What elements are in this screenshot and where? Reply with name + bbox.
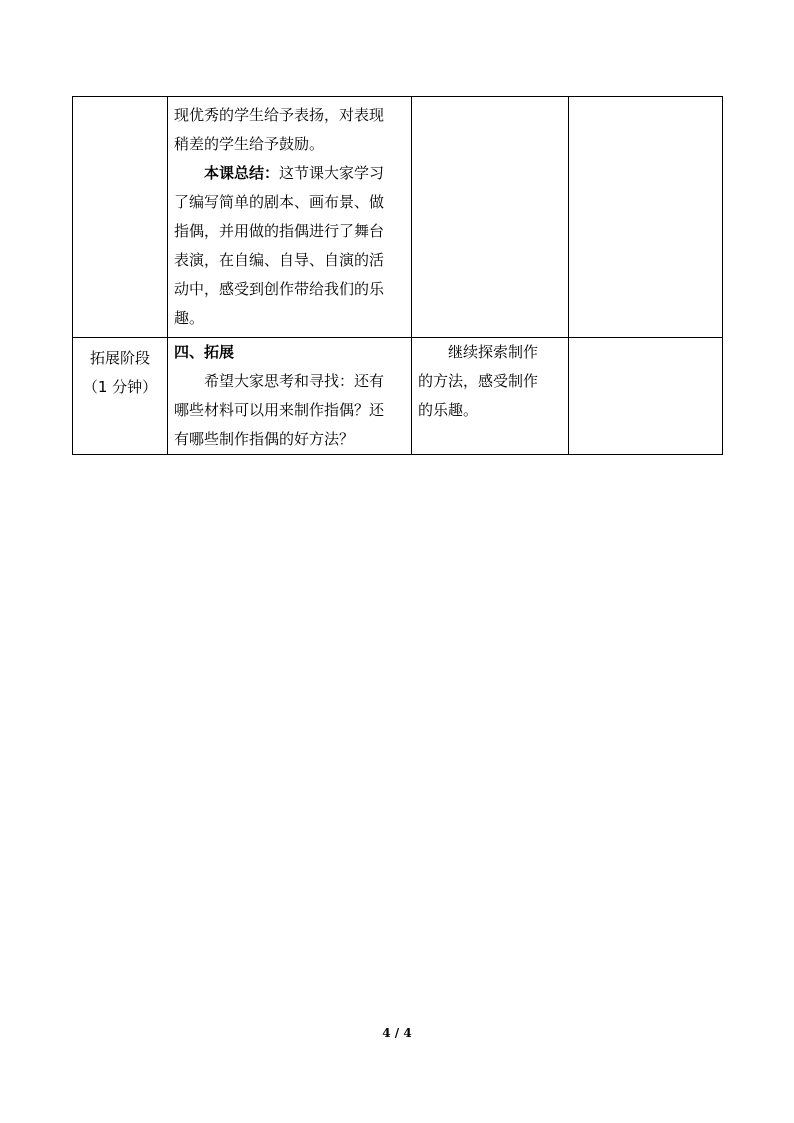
- summary-line: 趣。: [174, 309, 205, 327]
- student-activity-cell: [412, 338, 569, 455]
- summary-paragraph: [174, 159, 405, 188]
- content-line: 有哪些制作指偶的好方法？: [174, 430, 355, 448]
- content-line: 现优秀的学生给予表扬，对表现: [174, 106, 385, 124]
- student-line: 的乐趣。: [418, 401, 479, 419]
- stage-time: （1 分钟）: [82, 378, 158, 396]
- summary-line: 指偶，并用做的指偶进行了舞台: [174, 222, 385, 240]
- summary-line: 表演，在自编、自导、自演的活: [174, 251, 385, 269]
- summary-text: 这节课大家学习: [279, 164, 385, 182]
- table-row: [73, 338, 723, 455]
- summary-label: 本课总结：: [204, 164, 280, 182]
- content-line: 哪些材料可以用来制作指偶？还: [174, 401, 385, 419]
- teacher-activity-cell: [168, 338, 412, 455]
- content-line: 稍差的学生给予鼓励。: [174, 135, 325, 153]
- student-activity-cell: [412, 97, 569, 338]
- student-line: 的方法，感受制作: [418, 372, 539, 390]
- teacher-activity-cell: [168, 97, 412, 338]
- section-heading: 四、拓展: [174, 343, 235, 361]
- student-line: 继续探索制作: [448, 343, 539, 361]
- stage-name: 拓展阶段: [89, 349, 150, 367]
- page-number: 4 / 4: [382, 1026, 412, 1040]
- summary-line: 了编写简单的剧本、画布景、做: [174, 193, 385, 211]
- stage-cell: [73, 338, 168, 455]
- table-row: [73, 97, 723, 338]
- note-cell: [569, 97, 723, 338]
- stage-cell: [73, 97, 168, 338]
- lesson-plan-table: [72, 96, 723, 455]
- content-line: 希望大家思考和寻找：还有: [204, 372, 385, 390]
- summary-line: 动中，感受到创作带给我们的乐: [174, 280, 385, 298]
- note-cell: [569, 338, 723, 455]
